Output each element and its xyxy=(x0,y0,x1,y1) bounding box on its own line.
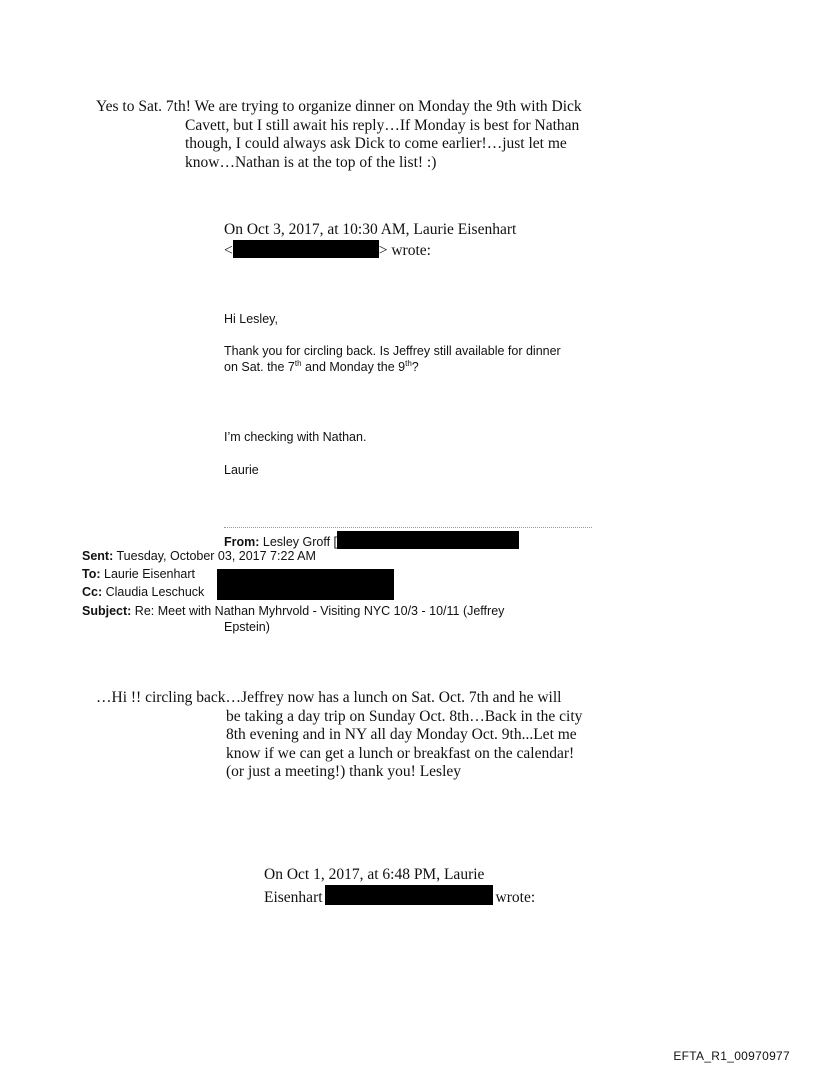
text-line xyxy=(224,359,561,375)
superscript: th xyxy=(294,358,302,368)
text-line: Cavett, but I still await his reply…If Monday is best for Nathan xyxy=(185,116,580,134)
quote-suffix: wrote: xyxy=(495,888,536,906)
email-note: I’m checking with Nathan. xyxy=(224,430,367,444)
text-line: be taking a day trip on Sunday Oct. 8th…Back in the city xyxy=(226,707,583,725)
from-label: From: xyxy=(224,535,260,549)
text-fragment: and Monday the 9 xyxy=(301,360,406,374)
lesley-email-body xyxy=(96,689,582,782)
from-value: Lesley Groff [ xyxy=(259,535,338,549)
subject-value: Re: Meet with Nathan Myhrvold - Visiting NYC 10/3 - 10/11 (Jeffrey xyxy=(131,604,505,618)
text-fragment: on Sat. the 7 xyxy=(224,360,295,374)
redaction-bar xyxy=(233,240,379,258)
to-label: To: xyxy=(82,567,101,581)
text-line: know…Nathan is at the top of the list! :) xyxy=(185,153,437,171)
text-line: though, I could always ask Dick to come earlier!…just let me xyxy=(185,135,567,152)
sent-label: Sent: xyxy=(82,549,114,563)
text-line: know if we can get a lunch or breakfast on the calendar! xyxy=(226,744,575,762)
redaction-bar xyxy=(217,569,394,600)
quote-attribution: On Oct 1, 2017, at 6:48 PM, Laurie xyxy=(264,866,485,883)
superscript: th xyxy=(405,358,412,368)
quote-attribution-line2 xyxy=(224,240,516,261)
email-signature: Laurie xyxy=(224,463,259,477)
redaction-bar xyxy=(337,531,519,549)
redaction-bar xyxy=(325,885,493,905)
email-body xyxy=(224,343,561,375)
text-fragment: ? xyxy=(411,360,419,374)
email-greeting: Hi Lesley, xyxy=(224,312,278,326)
quote-attribution-line2 xyxy=(264,885,535,908)
subject-label: Subject: xyxy=(82,604,132,618)
quote-suffix: > wrote: xyxy=(378,241,431,259)
quote-attribution: On Oct 3, 2017, at 10:30 AM, Laurie Eisenhart xyxy=(224,221,517,238)
cc-label: Cc: xyxy=(82,585,103,599)
document-id: EFTA_R1_00970977 xyxy=(673,1049,790,1063)
sent-value: Tuesday, October 03, 2017 7:22 AM xyxy=(113,549,316,563)
to-line xyxy=(82,566,195,582)
cc-value: Claudia Leschuck xyxy=(102,585,205,599)
text-line: (or just a meeting!) thank you! Lesley xyxy=(226,763,462,780)
cc-line xyxy=(82,584,204,600)
subject-value-cont: Epstein) xyxy=(224,620,270,634)
text-line: …Hi !! circling back…Jeffrey now has a lunch on Sat. Oct. 7th and he will xyxy=(96,689,562,706)
text-line: 8th evening and in NY all day Monday Oct. 9th...Let me xyxy=(226,726,577,743)
reply-paragraph xyxy=(96,98,582,172)
text-line: Yes to Sat. 7th! We are trying to organize dinner on Monday the 9th with Dick xyxy=(96,98,582,115)
quote-header xyxy=(224,221,516,260)
quote-prefix: < xyxy=(224,241,233,259)
subject-line xyxy=(82,603,504,635)
to-value: Laurie Eisenhart xyxy=(100,567,196,581)
text-line: Thank you for circling back. Is Jeffrey still available for dinner xyxy=(224,344,561,358)
sent-line xyxy=(82,548,316,564)
quote-header-2 xyxy=(264,866,535,907)
quote-name: Eisenhart xyxy=(264,888,323,906)
header-divider xyxy=(224,527,592,528)
